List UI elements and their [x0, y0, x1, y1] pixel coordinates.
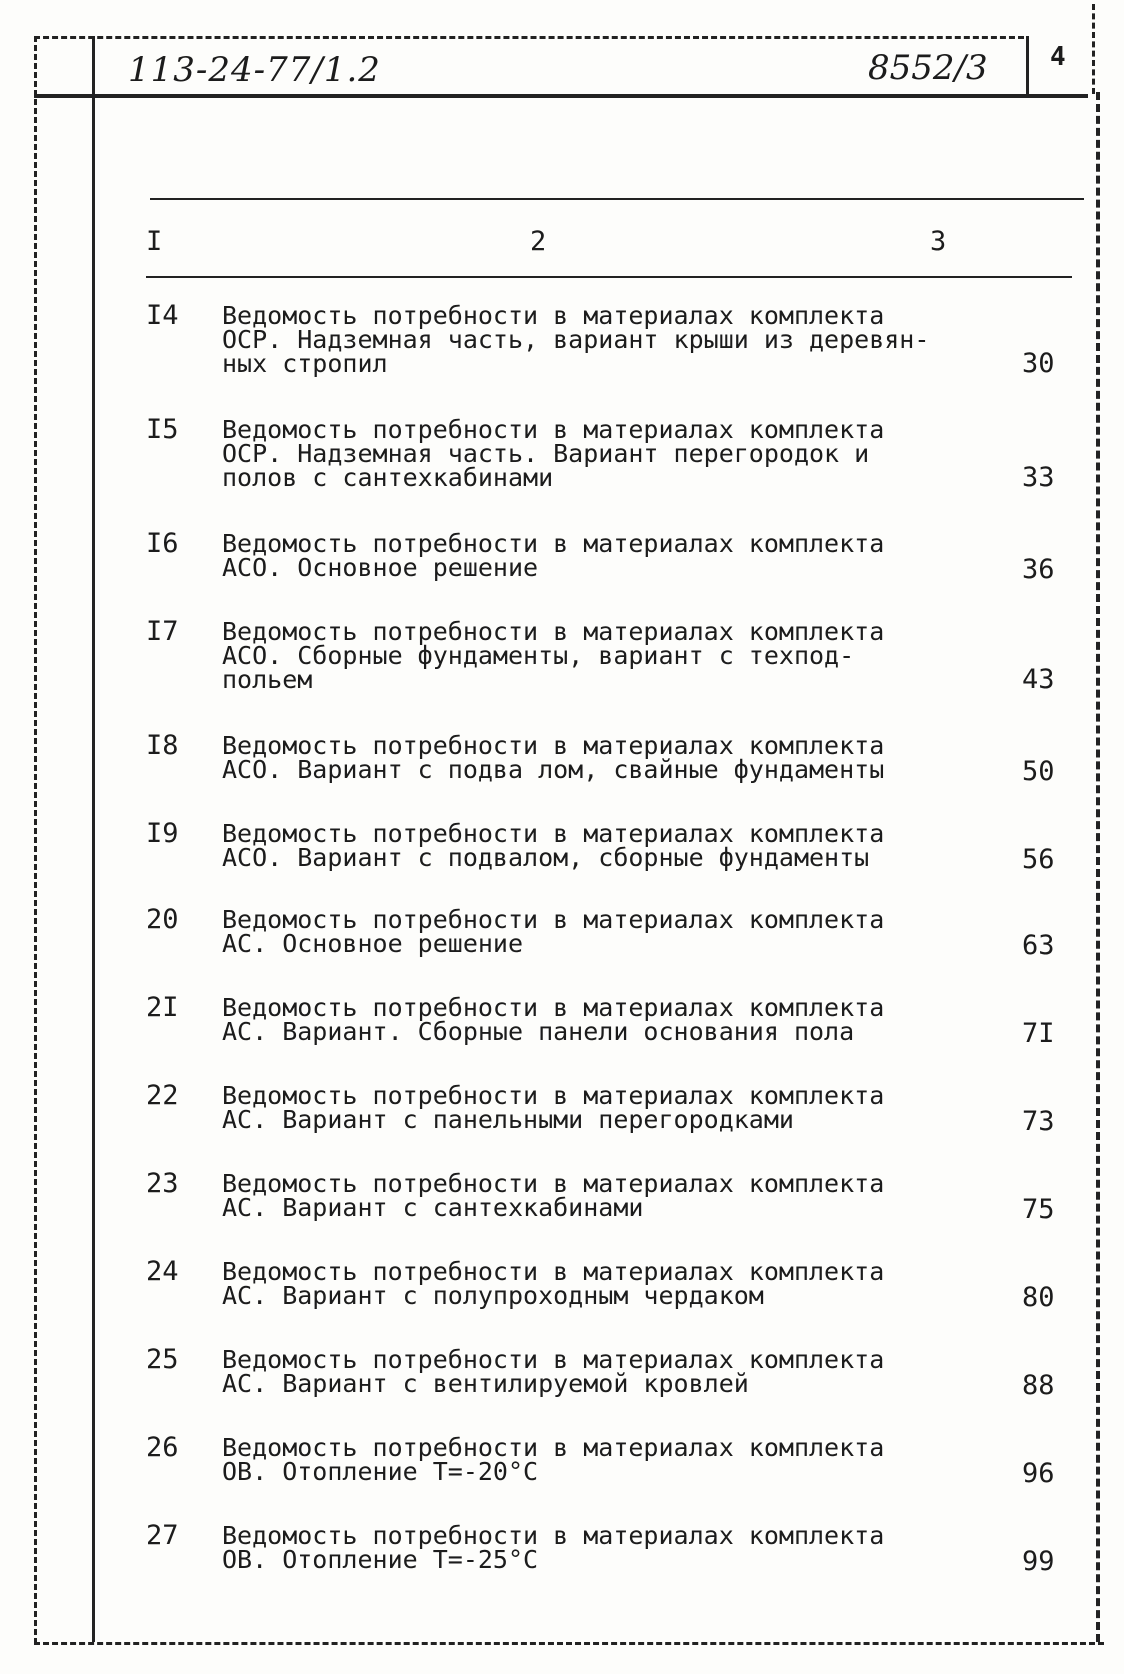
row-title-line: ОВ. Отопление Т=-25°С — [222, 1545, 539, 1574]
row-title-line: АС. Вариант с полупроходным чердаком — [222, 1281, 764, 1310]
row-page-number: 63 — [1022, 930, 1055, 961]
row-number: 2I — [146, 992, 179, 1023]
row-title-line: АСО. Сборные фундаменты, вариант с техпод- — [222, 641, 855, 670]
row-title-line: Ведомость потребности в материалах комплекта — [222, 1433, 885, 1462]
row-number: I5 — [146, 414, 179, 445]
sheet-box-edge — [1092, 4, 1095, 94]
row-title-line: АС. Вариант с панельными перегородками — [222, 1105, 794, 1134]
row-title-line: Ведомость потребности в материалах комплекта — [222, 819, 885, 848]
row-page-number: 50 — [1022, 756, 1055, 787]
inventory-number: 8552/3 — [868, 48, 988, 88]
row-title-line: АС. Вариант. Сборные панели основания пола — [222, 1017, 855, 1046]
table-top-rule — [150, 198, 1084, 200]
row-title — [222, 993, 962, 1046]
row-page-number: 36 — [1022, 554, 1055, 585]
row-title — [222, 1433, 962, 1486]
column-header-2: 2 — [530, 226, 547, 257]
row-title-line: АСО. Основное решение — [222, 553, 539, 582]
frame-left-border — [34, 36, 37, 1644]
column-header-1: I — [146, 226, 163, 257]
row-number: I9 — [146, 818, 179, 849]
column-header-3: 3 — [930, 226, 947, 257]
row-title-line: Ведомость потребности в материалах комплекта — [222, 415, 885, 444]
row-number: 26 — [146, 1432, 179, 1463]
row-title-line: Ведомость потребности в материалах комплекта — [222, 1521, 885, 1550]
row-number: 24 — [146, 1256, 179, 1287]
row-number: 23 — [146, 1168, 179, 1199]
row-title-line: Ведомость потребности в материалах комплекта — [222, 1345, 885, 1374]
row-title — [222, 529, 962, 582]
row-page-number: 75 — [1022, 1194, 1055, 1225]
row-title-line: ОСР. Надземная часть, вариант крыши из деревян- — [222, 325, 930, 354]
row-title — [222, 1521, 962, 1574]
row-page-number: 80 — [1022, 1282, 1055, 1313]
row-title — [222, 731, 962, 784]
row-number: I4 — [146, 300, 179, 331]
row-title-line: АСО. Вариант с подва лом, свайные фундаменты — [222, 755, 885, 784]
binding-margin-line — [92, 36, 95, 1642]
row-title-line: АС. Вариант с вентилируемой кровлей — [222, 1369, 749, 1398]
row-title-line: Ведомость потребности в материалах комплекта — [222, 905, 885, 934]
frame-right-border — [1096, 92, 1100, 1642]
frame-bottom-border — [34, 1642, 1104, 1645]
row-number: I8 — [146, 730, 179, 761]
row-number: 22 — [146, 1080, 179, 1111]
row-page-number: 88 — [1022, 1370, 1055, 1401]
row-title-line: АС. Вариант с сантехкабинами — [222, 1193, 644, 1222]
frame-top-border — [34, 36, 1024, 39]
row-number: 27 — [146, 1520, 179, 1551]
row-title — [222, 905, 962, 958]
row-title — [222, 1169, 962, 1222]
row-page-number: 96 — [1022, 1458, 1055, 1489]
row-title — [222, 819, 962, 872]
row-title-line: Ведомость потребности в материалах комплекта — [222, 529, 885, 558]
row-title-line: Ведомость потребности в материалах комплекта — [222, 617, 885, 646]
row-title-line: Ведомость потребности в материалах комплекта — [222, 1257, 885, 1286]
row-title-line: польем — [222, 665, 313, 694]
row-title-line: ных стропил — [222, 349, 388, 378]
sheet-number: 4 — [1050, 42, 1066, 72]
row-page-number: 99 — [1022, 1546, 1055, 1577]
row-page-number: 56 — [1022, 844, 1055, 875]
row-title-line: ОВ. Отопление Т=-20°С — [222, 1457, 539, 1486]
row-title-line: полов с сантехкабинами — [222, 463, 554, 492]
sheet-box-divider — [1026, 36, 1029, 94]
row-page-number: 73 — [1022, 1106, 1055, 1137]
row-title — [222, 1257, 962, 1310]
row-page-number: 43 — [1022, 664, 1055, 695]
row-number: 20 — [146, 904, 179, 935]
document-code: 113-24-77/1.2 — [128, 50, 381, 90]
row-title-line: АСО. Вариант с подвалом, сборные фундаменты — [222, 843, 870, 872]
row-page-number: 30 — [1022, 348, 1055, 379]
row-title-line: АС. Основное решение — [222, 929, 524, 958]
row-number: I7 — [146, 616, 179, 647]
table-header-rule — [146, 276, 1072, 278]
row-number: I6 — [146, 528, 179, 559]
row-number: 25 — [146, 1344, 179, 1375]
header-divider — [34, 94, 1088, 98]
row-title — [222, 1081, 962, 1134]
row-title-line: ОСР. Надземная часть. Вариант перегородок и — [222, 439, 870, 468]
row-title-line: Ведомость потребности в материалах комплекта — [222, 1081, 885, 1110]
row-title-line: Ведомость потребности в материалах комплекта — [222, 731, 885, 760]
row-title — [222, 415, 962, 492]
row-title — [222, 301, 962, 378]
row-page-number: 7I — [1022, 1018, 1055, 1049]
row-title-line: Ведомость потребности в материалах комплекта — [222, 1169, 885, 1198]
row-title-line: Ведомость потребности в материалах комплекта — [222, 993, 885, 1022]
row-title — [222, 617, 962, 694]
row-title-line: Ведомость потребности в материалах комплекта — [222, 301, 885, 330]
row-page-number: 33 — [1022, 462, 1055, 493]
row-title — [222, 1345, 962, 1398]
